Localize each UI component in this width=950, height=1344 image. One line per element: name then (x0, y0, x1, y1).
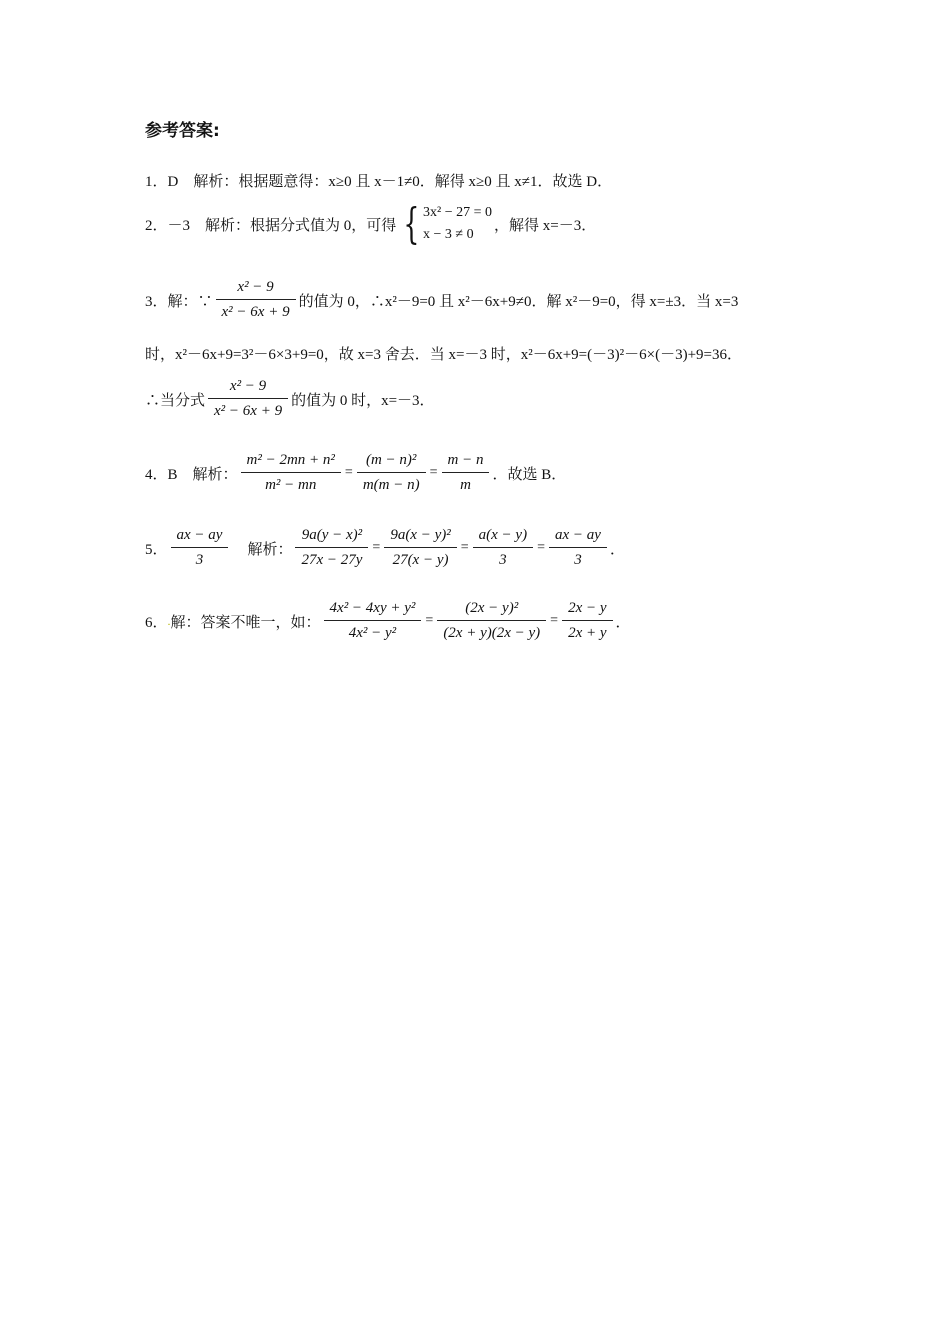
edit-mark: . (167, 613, 171, 628)
fraction-numerator: ax − ay (555, 527, 601, 543)
system-row-2: x − 3 ≠ 0 (423, 227, 474, 242)
fraction (562, 600, 612, 642)
fraction-denominator: x² − 6x + 9 (214, 403, 283, 419)
fraction-numerator: 9a(y − x)² (301, 527, 363, 543)
answer-4: 4．B 解析： $\frac{\text{m² − 2mn + n²}}{\text{m² − mn}}$ = $\frac{\text{(m − n)²}}{m(m - n)}$ = $\frac{m - n}{m}$ ．故选 B． (145, 452, 567, 493)
fraction-denominator: 27x − 27y (301, 552, 363, 568)
fraction-denominator: m² − mn (265, 477, 317, 493)
fraction-denominator: 2x + y (568, 625, 607, 641)
equation-system (398, 199, 492, 248)
fraction (241, 452, 341, 494)
fraction (171, 527, 229, 569)
fraction-numerator: 9a(x − y)² (390, 527, 451, 543)
answer-6-prefix: 6． (145, 614, 168, 631)
fraction-numerator: m − n (447, 452, 484, 468)
fraction-numerator: (2x − y)² (465, 600, 519, 616)
fraction (473, 527, 533, 569)
fraction (216, 279, 296, 321)
fraction-denominator: 3 (195, 552, 204, 568)
fraction-denominator: x² − 6x + 9 (221, 304, 290, 320)
answer-6: 6． . 解：答案不唯一，如： $\frac{\text{4x² − 4xy + y²}}{\text{4x² − y²}}$ = $\frac{\text{(2x − y)²}}{(2x + y)(2x - y)}$ = $\frac{2x - y}{2x + y}$ ． (145, 600, 631, 641)
fraction (384, 527, 456, 569)
fraction-denominator: (2x + y)(2x − y) (443, 625, 541, 641)
answer-3-line2: 时，x²－6x+9=3²－6×3+9=0，故 x=3 舍去．当 x=－3 时，x²－6x+9=(－3)²－6×(－3)+9=36． (145, 347, 742, 363)
fraction-numerator: 2x − y (568, 600, 607, 616)
fraction-denominator: 4x² − y² (348, 625, 397, 641)
answer-2-suffix: ，解得 x=－3． (494, 217, 597, 234)
fraction (549, 527, 607, 569)
answer-3-conclusion (145, 378, 435, 420)
fraction-denominator: 3 (499, 552, 507, 568)
answer-3-line3-suffix: 的值为 0 时，x=－3． (291, 392, 435, 409)
answer-4-prefix: 4．B 解析： (145, 466, 238, 483)
answer-heading: 参考答案: (145, 121, 220, 141)
answer-5-prefix: 5． (145, 541, 168, 558)
answer-3-line3-prefix: ∴当分式 (145, 392, 206, 409)
fraction-numerator: x² − 9 (237, 279, 274, 295)
fraction (208, 378, 288, 420)
answer-4-suffix: ．故选 B． (492, 466, 567, 483)
fraction-numerator: ax − ay (176, 527, 223, 543)
system-row-1: 3x² − 27 = 0 (423, 205, 492, 220)
brace-icon: { (403, 199, 420, 248)
answer-2-prefix: 2．－3 解析：根据分式值为 0，可得 (145, 217, 397, 234)
answer-3 (145, 279, 738, 321)
answer-2 (145, 199, 597, 248)
fraction-denominator: 27(x − y) (392, 552, 449, 568)
answer-1 (145, 170, 612, 191)
fraction (442, 452, 490, 494)
fraction (324, 600, 422, 642)
fraction (437, 600, 546, 642)
answer-3-prefix: 3．解：∵ (145, 293, 213, 310)
fraction-denominator: m (460, 477, 471, 493)
fraction-denominator: 3 (574, 552, 582, 568)
fraction-numerator: a(x − y) (478, 527, 528, 543)
fraction-numerator: x² − 9 (229, 378, 267, 394)
answer-3-continued (145, 343, 742, 364)
answer-1-text: 1．D 解析：根据题意得：x≥0 且 x－1≠0．解得 x≥0 且 x≠1．故选 D． (145, 174, 613, 190)
answer-5-suffix: ． (609, 541, 625, 558)
answer-3-line1: 的值为 0，∴x²－9=0 且 x²－6x+9≠0．解 x²－9=0，得 x=±3．当 x=3 (298, 293, 739, 310)
answer-6-text: 解：答案不唯一，如： (170, 614, 321, 631)
fraction (295, 527, 368, 569)
fraction-denominator: m(m − n) (362, 477, 420, 493)
answer-6-suffix: ． (615, 614, 631, 631)
fraction-numerator: m² − 2mn + n² (246, 452, 335, 468)
fraction-numerator: 4x² − 4xy + y² (329, 600, 416, 616)
answer-5-middle: 解析： (247, 541, 293, 558)
answer-5: 5． $\frac{ax - ay}{3}$ 解析： $\frac{\text{9a(y − x)²}}{27x - 27y}$ = $\frac{\text{9a(x − y)²}}{27(x - y)}$ = $\frac{a(x - y)}{3}$ = $\frac{ax - ay}{3}$ ． (145, 527, 625, 568)
fraction (357, 452, 426, 494)
fraction-numerator: (m − n)² (365, 452, 417, 468)
